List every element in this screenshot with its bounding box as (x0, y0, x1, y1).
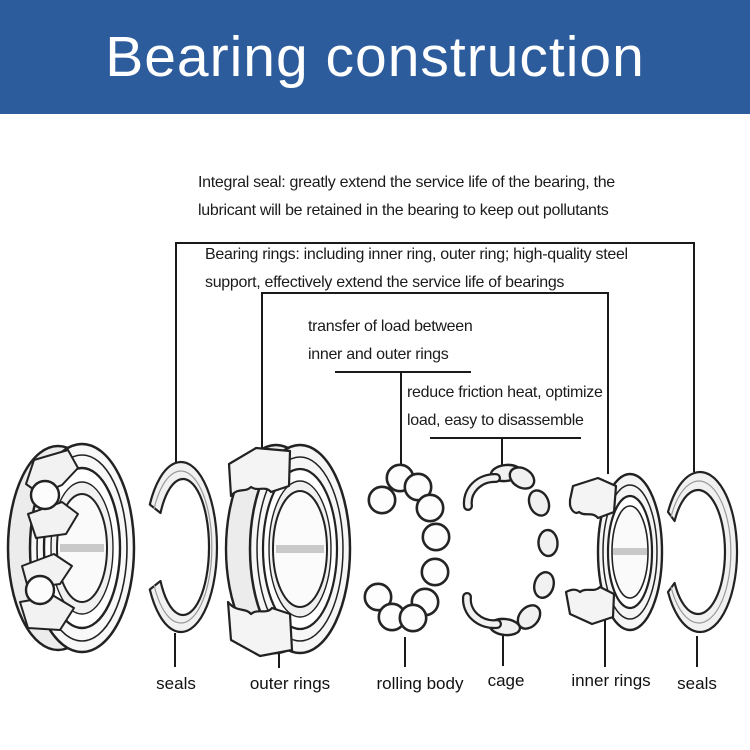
exploded-bearing-drawing (0, 430, 750, 675)
inner-ring-drawing (566, 474, 662, 630)
cage-drawing (467, 463, 558, 636)
note-integral-seal-line2: lubricant will be retained in the bearing to keep out pollutants (198, 202, 609, 219)
note-bearing-rings (205, 241, 628, 297)
assembled-bearing-drawing (8, 444, 134, 652)
page-title: Bearing construction (105, 25, 645, 89)
label-rolling-body: rolling body (376, 674, 464, 693)
note-integral-seal (198, 169, 615, 225)
rings-bracket-left-leg (261, 292, 263, 450)
seal-bracket-left-leg (175, 242, 177, 462)
label-cage: cage (487, 671, 525, 690)
label-seals-right: seals (677, 674, 717, 693)
note-cage-line1: reduce friction heat, optimize (407, 384, 603, 401)
note-cage-line2: load, easy to disassemble (407, 412, 584, 429)
seal-right-drawing (668, 472, 737, 632)
rings-bracket-top-line (261, 292, 609, 294)
note-bearing-rings-line1: Bearing rings: including inner ring, outer ring; high-quality steel (205, 246, 628, 263)
rolling-body-drawing (365, 465, 449, 631)
note-bearing-rings-line2: support, effectively extend the service life of bearings (205, 274, 565, 291)
note-rolling-body-line1: transfer of load between (308, 318, 473, 335)
seal-bracket-top-line (175, 242, 695, 244)
rolling-note-underline (335, 371, 471, 373)
outer-ring-drawing (226, 445, 350, 656)
label-seals-left: seals (156, 674, 196, 693)
note-cage (407, 379, 603, 435)
note-rolling-body (308, 313, 472, 369)
title-banner (0, 0, 750, 114)
seal-left-drawing (150, 462, 217, 632)
note-rolling-body-line2: inner and outer rings (308, 346, 449, 363)
label-outer-rings: outer rings (249, 674, 331, 693)
note-integral-seal-line1: Integral seal: greatly extend the service life of the bearing, the (198, 174, 615, 191)
label-inner-rings: inner rings (571, 671, 651, 690)
